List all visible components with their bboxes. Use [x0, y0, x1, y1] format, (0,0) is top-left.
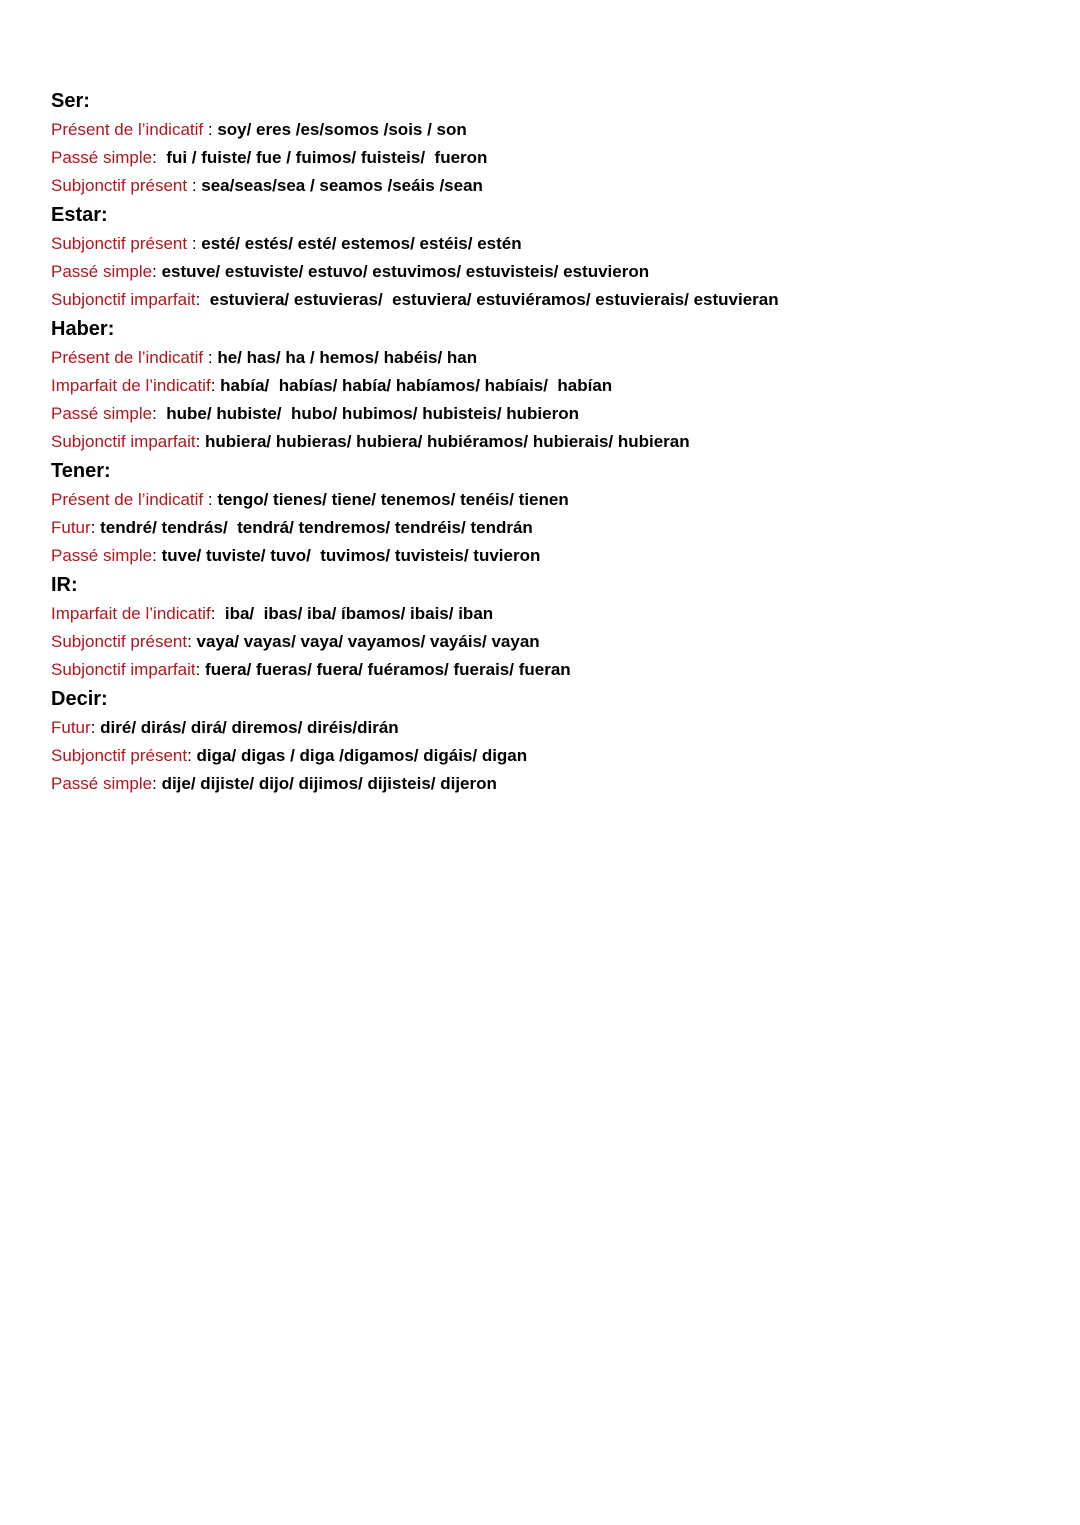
conjugated-forms: había/ habías/ había/ habíamos/ habíais/ habían — [220, 376, 613, 395]
conjugated-forms: estuve/ estuviste/ estuvo/ estuvimos/ estuvisteis/ estuvieron — [161, 262, 650, 281]
conjugation-row — [51, 400, 1040, 428]
conjugation-row — [51, 770, 1040, 798]
verb-title: Estar: — [51, 204, 108, 226]
verb-title: Tener: — [51, 460, 111, 482]
conjugated-forms: he/ has/ ha / hemos/ habéis/ han — [217, 348, 478, 367]
separator: : — [187, 746, 197, 765]
conjugation-row — [51, 742, 1040, 770]
tense-label: Subjonctif imparfait — [51, 660, 196, 679]
conjugation-document — [51, 86, 1040, 798]
conjugated-forms: diré/ dirás/ dirá/ diremos/ diréis/dirán — [100, 718, 399, 737]
verb-section-haber — [51, 314, 1040, 456]
verb-title: Haber: — [51, 318, 115, 340]
conjugated-forms: hubiera/ hubieras/ hubiera/ hubiéramos/ hubierais/ hubieran — [205, 432, 690, 451]
conjugation-row — [51, 116, 1040, 144]
conjugated-forms: dije/ dijiste/ dijo/ dijimos/ dijisteis/ dijeron — [161, 774, 497, 793]
conjugation-row — [51, 428, 1040, 456]
tense-label: Imparfait de l’indicatif — [51, 376, 211, 395]
separator: : — [210, 604, 225, 623]
conjugation-row — [51, 230, 1040, 258]
separator: : — [203, 490, 218, 509]
verb-section-ir — [51, 570, 1040, 684]
verb-section-decir — [51, 684, 1040, 798]
conjugated-forms: tengo/ tienes/ tiene/ tenemos/ tenéis/ tienen — [217, 490, 569, 509]
separator: : — [195, 432, 206, 451]
separator: : — [187, 234, 202, 253]
verb-section-estar — [51, 200, 1040, 314]
tense-label: Futur — [51, 518, 91, 537]
conjugation-row — [51, 514, 1040, 542]
tense-label: Subjonctif présent — [51, 176, 188, 195]
conjugation-row — [51, 258, 1040, 286]
tense-label: Présent de l’indicatif — [51, 490, 204, 509]
separator: : — [152, 404, 167, 423]
verb-section-tener — [51, 456, 1040, 570]
conjugation-row — [51, 144, 1040, 172]
tense-label: Subjonctif présent — [51, 632, 188, 651]
tense-label: Subjonctif présent — [51, 746, 188, 765]
tense-label: Passé simple — [51, 148, 153, 167]
tense-label: Passé simple — [51, 404, 153, 423]
conjugation-row — [51, 172, 1040, 200]
conjugated-forms: hube/ hubiste/ hubo/ hubimos/ hubisteis/ hubieron — [166, 404, 579, 423]
tense-label: Passé simple — [51, 774, 153, 793]
conjugated-forms: esté/ estés/ esté/ estemos/ estéis/ estén — [201, 234, 522, 253]
tense-label: Subjonctif imparfait — [51, 290, 196, 309]
verb-section-ser — [51, 86, 1040, 200]
conjugated-forms: fuera/ fueras/ fuera/ fuéramos/ fuerais/ fueran — [205, 660, 571, 679]
tense-label: Passé simple — [51, 546, 153, 565]
separator: : — [195, 660, 206, 679]
separator: : — [203, 120, 218, 139]
conjugation-row — [51, 372, 1040, 400]
conjugation-row — [51, 486, 1040, 514]
separator: : — [203, 348, 218, 367]
conjugated-forms: diga/ digas / diga /digamos/ digáis/ digan — [196, 746, 528, 765]
conjugation-row — [51, 344, 1040, 372]
conjugated-forms: estuviera/ estuvieras/ estuviera/ estuviéramos/ estuvierais/ estuvieran — [209, 290, 779, 309]
separator: : — [187, 176, 202, 195]
separator: : — [152, 546, 162, 565]
conjugation-row — [51, 286, 1040, 314]
verb-title: IR: — [51, 574, 78, 596]
conjugated-forms: sea/seas/sea / seamos /seáis /sean — [201, 176, 483, 195]
conjugated-forms: iba/ ibas/ iba/ íbamos/ ibais/ iban — [224, 604, 494, 623]
tense-label: Passé simple — [51, 262, 153, 281]
tense-label: Imparfait de l’indicatif — [51, 604, 211, 623]
tense-label: Présent de l’indicatif — [51, 348, 204, 367]
separator: : — [90, 718, 101, 737]
verb-title: Decir: — [51, 688, 108, 710]
separator: : — [210, 376, 221, 395]
tense-label: Présent de l’indicatif — [51, 120, 204, 139]
separator: : — [90, 518, 101, 537]
conjugated-forms: fui / fuiste/ fue / fuimos/ fuisteis/ fueron — [166, 148, 488, 167]
conjugated-forms: soy/ eres /es/somos /sois / son — [217, 120, 467, 139]
conjugated-forms: tuve/ tuviste/ tuvo/ tuvimos/ tuvisteis/ tuvieron — [161, 546, 541, 565]
separator: : — [195, 290, 210, 309]
verb-title: Ser: — [51, 90, 90, 112]
conjugated-forms: tendré/ tendrás/ tendrá/ tendremos/ tendréis/ tendrán — [100, 518, 533, 537]
conjugation-row — [51, 628, 1040, 656]
conjugation-row — [51, 714, 1040, 742]
separator: : — [187, 632, 197, 651]
separator: : — [152, 262, 162, 281]
conjugated-forms: vaya/ vayas/ vaya/ vayamos/ vayáis/ vayan — [196, 632, 540, 651]
tense-label: Subjonctif imparfait — [51, 432, 196, 451]
conjugation-row — [51, 656, 1040, 684]
conjugation-row — [51, 542, 1040, 570]
separator: : — [152, 148, 167, 167]
tense-label: Subjonctif présent — [51, 234, 188, 253]
conjugation-row — [51, 600, 1040, 628]
tense-label: Futur — [51, 718, 91, 737]
separator: : — [152, 774, 162, 793]
